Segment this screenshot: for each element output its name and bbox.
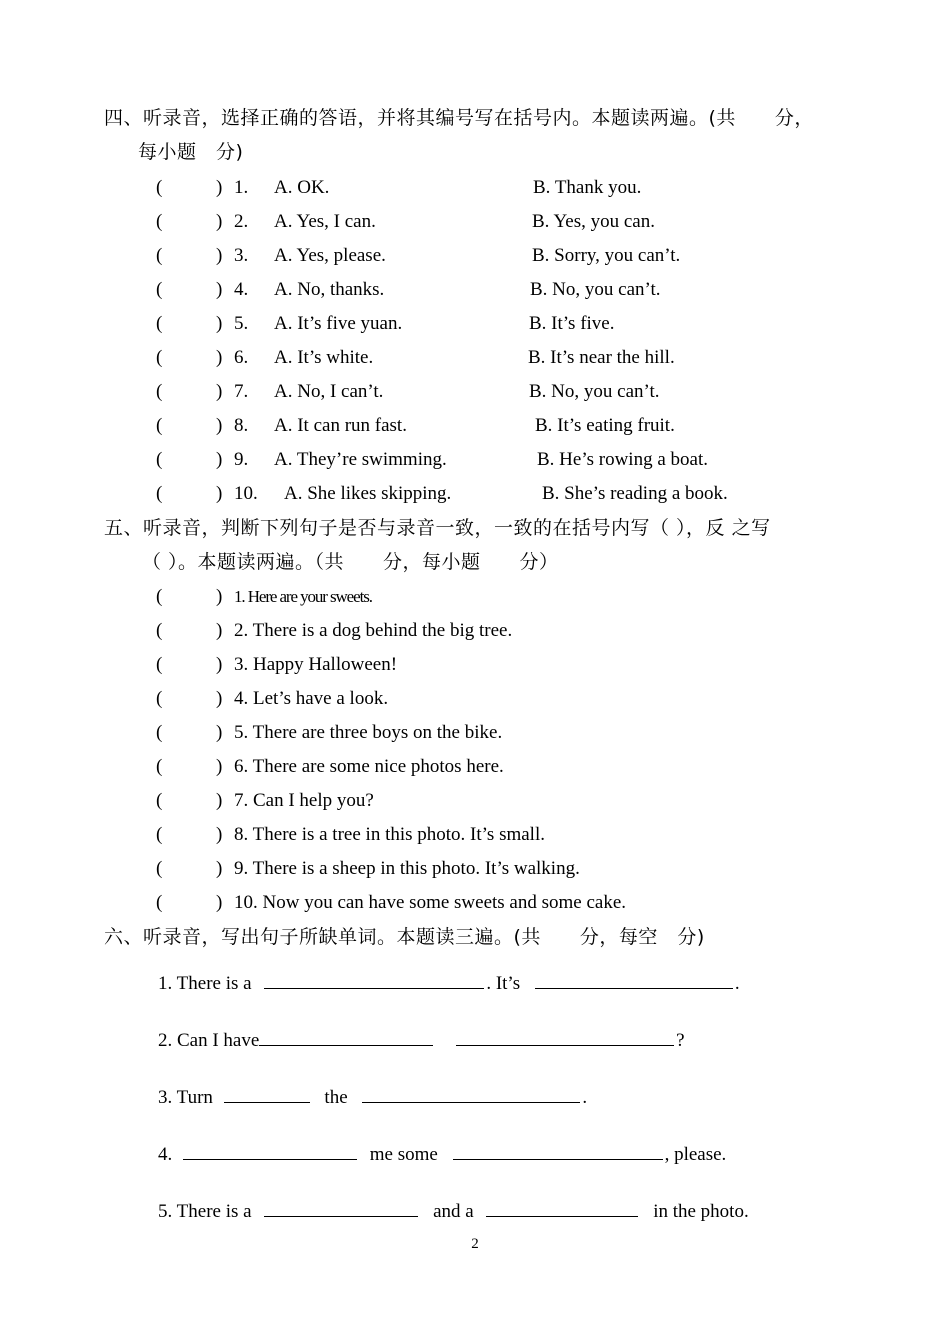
answer-paren-close: ) (216, 449, 223, 470)
s4-item (156, 443, 708, 477)
question-text: . (734, 973, 740, 994)
s4-item (156, 239, 681, 273)
answer-blank[interactable] (453, 1137, 663, 1160)
answer-paren-open[interactable]: ( (156, 824, 163, 845)
answer-blank[interactable] (183, 1137, 357, 1160)
question-text: . It’s (486, 973, 521, 994)
fill-question-4 (158, 1137, 726, 1171)
item-number: 2. (234, 211, 249, 232)
answer-paren-open[interactable]: ( (156, 211, 163, 232)
item-number: 7. (234, 381, 249, 402)
answer-paren-close: ) (216, 756, 223, 777)
page-number: 2 (471, 1236, 479, 1252)
item-number: 9. (234, 449, 249, 470)
option-a: A. OK. (274, 177, 330, 198)
answer-paren-open[interactable]: ( (156, 381, 163, 402)
question-text: 5. There is a (158, 1201, 252, 1222)
answer-blank[interactable] (224, 1080, 310, 1103)
answer-paren-open[interactable]: ( (156, 177, 163, 198)
section-4-heading (104, 101, 864, 169)
section-5-heading-line1: 五、听录音，判断下列句子是否与录音一致，一致的在括号内写（ ），反 之写 (104, 517, 771, 539)
item-number: 3. (234, 245, 249, 266)
answer-blank[interactable] (362, 1080, 580, 1103)
s4-item (156, 205, 655, 239)
question-text: the (324, 1087, 348, 1108)
answer-paren-open[interactable]: ( (156, 620, 163, 641)
fill-question-5 (158, 1194, 749, 1228)
option-a: A. It can run fast. (274, 415, 407, 436)
answer-blank[interactable] (264, 1194, 418, 1217)
answer-blank[interactable] (456, 1023, 674, 1046)
answer-paren-close: ) (216, 245, 223, 266)
item-number: 1. (234, 177, 249, 198)
option-a: A. They’re swimming. (274, 449, 447, 470)
question-text: in the photo. (653, 1201, 749, 1222)
answer-paren-close: ) (216, 415, 223, 436)
s5-item (156, 580, 372, 614)
s4-item (156, 409, 675, 443)
answer-blank[interactable] (535, 966, 733, 989)
option-a: A. Yes, please. (274, 245, 386, 266)
statement-text: 4. Let’s have a look. (234, 688, 389, 709)
option-b: B. Thank you. (533, 177, 642, 198)
question-text: ? (676, 1030, 685, 1051)
answer-blank[interactable] (486, 1194, 638, 1217)
answer-paren-open[interactable]: ( (156, 858, 163, 879)
answer-paren-close: ) (216, 211, 223, 232)
question-text: 1. There is a (158, 973, 252, 994)
answer-paren-close: ) (216, 483, 223, 504)
item-number: 5. (234, 313, 249, 334)
fill-question-3 (158, 1080, 587, 1114)
s4-item (156, 171, 642, 205)
answer-paren-close: ) (216, 688, 223, 709)
answer-paren-close: ) (216, 790, 223, 811)
answer-paren-open[interactable]: ( (156, 245, 163, 266)
s4-item (156, 341, 675, 375)
question-text: 3. Turn (158, 1087, 213, 1108)
option-b: B. Yes, you can. (532, 211, 655, 232)
question-text: . (582, 1087, 588, 1108)
question-text: me some (369, 1144, 438, 1165)
option-b: B. No, you can’t. (530, 279, 661, 300)
s5-item (156, 648, 398, 682)
question-text: and a (433, 1201, 474, 1222)
option-b: B. Sorry, you can’t. (532, 245, 681, 266)
section-5-heading-line2: （ ）。本题读两遍。（共 分，每小题 分） (142, 551, 559, 573)
item-number: 4. (234, 279, 249, 300)
answer-paren-close: ) (216, 347, 223, 368)
s4-item (156, 273, 661, 307)
statement-text: 1. Here are your sweets. (234, 587, 372, 606)
s5-item (156, 784, 374, 818)
option-b: B. No, you can’t. (529, 381, 660, 402)
statement-text: 8. There is a tree in this photo. It’s small. (234, 824, 545, 845)
answer-paren-open[interactable]: ( (156, 449, 163, 470)
answer-paren-close: ) (216, 279, 223, 300)
s5-item (156, 886, 627, 920)
s5-item (156, 750, 504, 784)
section-5-heading (104, 511, 864, 579)
answer-paren-close: ) (216, 892, 223, 913)
option-b: B. It’s eating fruit. (535, 415, 675, 436)
fill-question-1 (158, 966, 740, 1000)
answer-blank[interactable] (264, 966, 484, 989)
answer-paren-open[interactable]: ( (156, 790, 163, 811)
section-4-heading-line2: 每小题 分) (138, 141, 244, 163)
statement-text: 2. There is a dog behind the big tree. (234, 620, 513, 641)
option-b: B. It’s five. (529, 313, 615, 334)
answer-blank[interactable] (259, 1023, 433, 1046)
s5-item (156, 682, 389, 716)
answer-paren-open[interactable]: ( (156, 654, 163, 675)
answer-paren-close: ) (216, 620, 223, 641)
answer-paren-close: ) (216, 654, 223, 675)
option-a: A. No, I can’t. (274, 381, 384, 402)
answer-paren-open[interactable]: ( (156, 313, 163, 334)
answer-paren-open[interactable]: ( (156, 756, 163, 777)
s4-item (156, 477, 728, 511)
answer-paren-close: ) (216, 313, 223, 334)
answer-paren-open[interactable]: ( (156, 688, 163, 709)
statement-text: 3. Happy Halloween! (234, 654, 398, 675)
question-text: , please. (664, 1144, 727, 1165)
question-text: 2. Can I have (158, 1030, 260, 1051)
answer-paren-close: ) (216, 381, 223, 402)
answer-paren-open[interactable]: ( (156, 586, 163, 607)
answer-paren-open[interactable]: ( (156, 279, 163, 300)
section-4-heading-line1: 四、听录音，选择正确的答语，并将其编号写在括号内。本题读两遍。(共 分， (104, 107, 814, 129)
s5-item (156, 614, 513, 648)
answer-paren-close: ) (216, 586, 223, 607)
answer-paren-open[interactable]: ( (156, 483, 163, 504)
option-b: B. He’s rowing a boat. (537, 449, 708, 470)
statement-text: 10. Now you can have some sweets and some cake. (234, 892, 627, 913)
question-text: 4. (158, 1144, 173, 1165)
option-a: A. No, thanks. (274, 279, 385, 300)
s4-item (156, 375, 660, 409)
answer-paren-close: ) (216, 858, 223, 879)
option-a: A. She likes skipping. (284, 483, 452, 504)
answer-paren-close: ) (216, 824, 223, 845)
answer-paren-close: ) (216, 177, 223, 198)
section-6-heading: 六、听录音，写出句子所缺单词。本题读三遍。(共 分，每空 分) (104, 926, 705, 948)
answer-paren-open[interactable]: ( (156, 722, 163, 743)
statement-text: 7. Can I help you? (234, 790, 374, 811)
item-number: 6. (234, 347, 249, 368)
statement-text: 5. There are three boys on the bike. (234, 722, 503, 743)
answer-paren-close: ) (216, 722, 223, 743)
s5-item (156, 716, 503, 750)
item-number: 8. (234, 415, 249, 436)
answer-paren-open[interactable]: ( (156, 347, 163, 368)
s5-item (156, 818, 545, 852)
answer-paren-open[interactable]: ( (156, 415, 163, 436)
s5-item (156, 852, 580, 886)
option-a: A. It’s white. (274, 347, 374, 368)
answer-paren-open[interactable]: ( (156, 892, 163, 913)
option-b: B. It’s near the hill. (528, 347, 675, 368)
statement-text: 9. There is a sheep in this photo. It’s walking. (234, 858, 580, 879)
item-number: 10. (234, 483, 258, 504)
option-b: B. She’s reading a book. (542, 483, 728, 504)
s4-item (156, 307, 615, 341)
option-a: A. Yes, I can. (274, 211, 376, 232)
option-a: A. It’s five yuan. (274, 313, 403, 334)
statement-text: 6. There are some nice photos here. (234, 756, 504, 777)
fill-question-2 (158, 1023, 685, 1057)
